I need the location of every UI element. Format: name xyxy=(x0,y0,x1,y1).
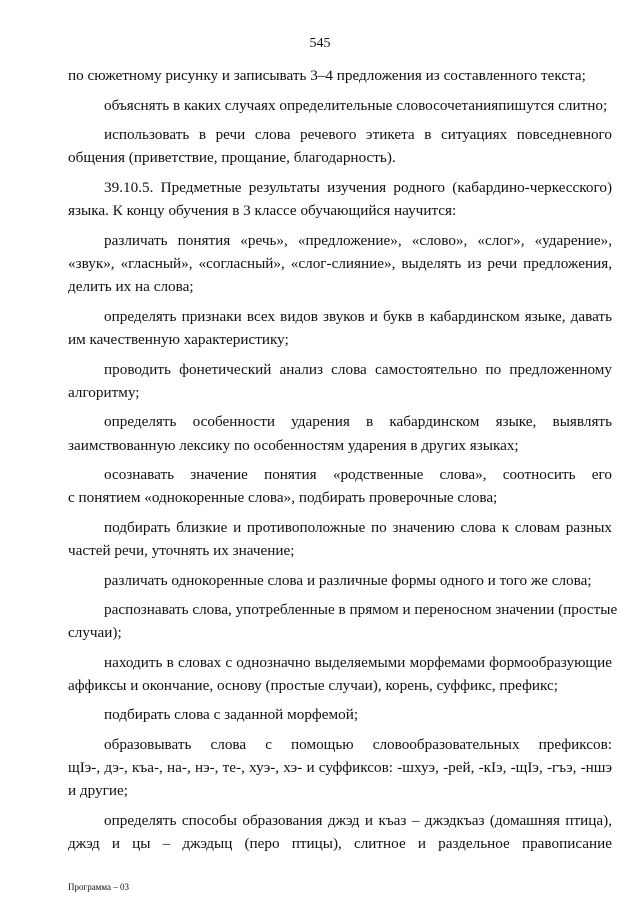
text-line: объяснять в каких случаях определительные словосочетанияпишутся слитно; xyxy=(104,97,608,114)
text-line: распознавать слова, употребленные в прямом и переносном значении (простые xyxy=(104,601,618,618)
text-line: использовать в речи слова речевого этикета в ситуациях повседневного xyxy=(104,126,612,143)
text-line: аффиксы и окончание, основу (простые случаи), корень, суффикс, префикс; xyxy=(68,677,559,694)
footer-label: Программа – 03 xyxy=(68,882,130,892)
text-line: и другие; xyxy=(68,782,128,799)
text-line: определять особенности ударения в кабардинском языке, выявлять xyxy=(104,413,612,430)
text-line: «звук», «гласный», «согласный», «слог-слияние», выделять из речи предложения, xyxy=(68,255,612,272)
text-line: с понятием «однокоренные слова», подбирать проверочные слова; xyxy=(68,489,498,506)
text-line: случаи); xyxy=(68,624,122,641)
text-line: осознавать значение понятия «родственные слова», соотносить его xyxy=(104,466,612,483)
text-line: различать понятия «речь», «предложение», «слово», «слог», «ударение», xyxy=(104,232,612,249)
text-line: определять признаки всех видов звуков и букв в кабардинском языке, давать xyxy=(104,308,612,325)
text-line: щIэ-, дэ-, къа-, на-, нэ-, те-, хуэ-, хэ- и суффиксов: -шхуэ, -рей, -кIэ, -щIэ, -гъэ, -ншэ xyxy=(68,759,612,776)
text-line: 39.10.5. Предметные результаты изучения родного (кабардино-черкесского) xyxy=(104,179,612,196)
text-line: подбирать слова с заданной морфемой; xyxy=(104,706,359,723)
text-line: частей речи, уточнять их значение; xyxy=(68,542,295,559)
text-line: языка. К концу обучения в 3 классе обучающийся научится: xyxy=(68,202,457,219)
text-line: различать однокоренные слова и различные формы одного и того же слова; xyxy=(104,572,592,589)
text-line: заимствованную лексику по особенностям ударения в других языках; xyxy=(68,437,519,454)
text-line: делить их на слова; xyxy=(68,278,194,295)
text-line: образовывать слова с помощью словообразовательных префиксов: xyxy=(104,736,612,753)
text-line: им качественную характеристику; xyxy=(68,331,289,348)
text-line: подбирать близкие и противоположные по значению слова к словам разных xyxy=(104,519,612,536)
text-line: джэд и цы – джэдыц (перо птицы), слитное и раздельное правописание xyxy=(68,835,612,852)
page-number: 545 xyxy=(309,36,331,51)
text-line: определять способы образования джэд и къаз – джэдкъаз (домашняя птица), xyxy=(104,812,612,829)
text-line: проводить фонетический анализ слова самостоятельно по предложенному xyxy=(104,361,612,378)
text-line: по сюжетному рисунку и записывать 3–4 предложения из составленного текста; xyxy=(68,67,586,84)
text-line: общения (приветствие, прощание, благодарность). xyxy=(68,149,396,166)
text-line: алгоритму; xyxy=(68,384,140,401)
text-line: находить в словах с однозначно выделяемыми морфемами формообразующие xyxy=(104,654,612,671)
